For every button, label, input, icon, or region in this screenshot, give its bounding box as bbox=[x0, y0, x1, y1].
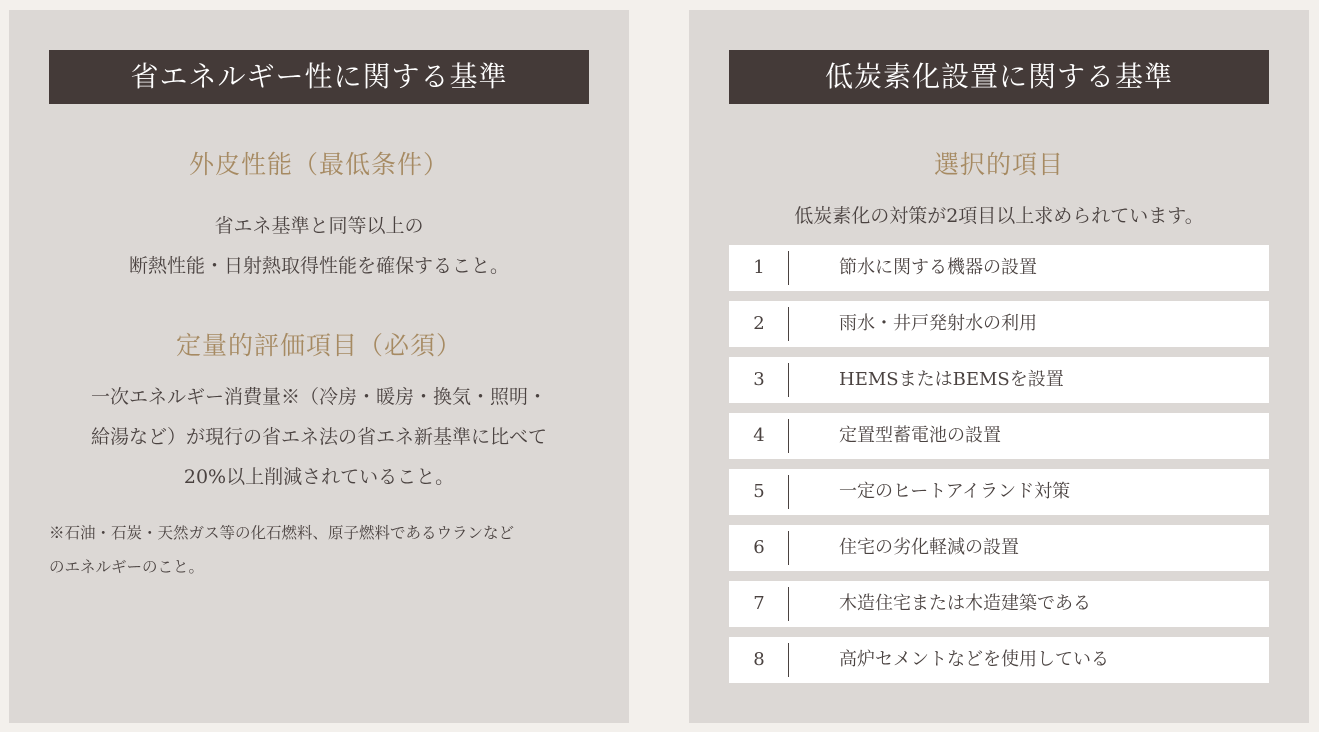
item-number: 4 bbox=[753, 425, 765, 446]
list-item bbox=[729, 357, 1269, 403]
item-divider bbox=[788, 531, 789, 565]
item-label: HEMSまたはBEMSを設置 bbox=[839, 369, 1064, 390]
item-divider bbox=[788, 307, 789, 341]
list-item bbox=[729, 245, 1269, 291]
item-number: 2 bbox=[753, 313, 765, 334]
list-item bbox=[729, 301, 1269, 347]
envelope-line-2: 断熱性能・日射熱取得性能を確保すること。 bbox=[128, 255, 509, 277]
quantitative-evaluation-text bbox=[9, 377, 629, 497]
list-item bbox=[729, 581, 1269, 627]
quantitative-line-1: 一次エネルギー消費量※（冷房・暖房・換気・照明・ bbox=[90, 386, 547, 408]
envelope-performance-text bbox=[9, 206, 629, 286]
item-divider bbox=[788, 251, 789, 285]
item-number: 8 bbox=[753, 649, 765, 670]
item-label: 住宅の劣化軽減の設置 bbox=[839, 537, 1019, 558]
item-label: 高炉セメントなどを使用している bbox=[839, 649, 1109, 670]
item-label: 節水に関する機器の設置 bbox=[839, 257, 1037, 278]
item-label: 一定のヒートアイランド対策 bbox=[839, 481, 1071, 502]
item-number: 5 bbox=[753, 481, 765, 502]
footnote-line-1: ※石油・石炭・天然ガス等の化石燃料、原子燃料であるウランなど bbox=[49, 524, 515, 542]
list-item bbox=[729, 637, 1269, 683]
list-item bbox=[729, 413, 1269, 459]
item-divider bbox=[788, 587, 789, 621]
envelope-performance-heading: 外皮性能（最低条件） bbox=[188, 150, 449, 179]
footnote-line-2: のエネルギーのこと。 bbox=[49, 558, 205, 576]
item-divider bbox=[788, 643, 789, 677]
item-divider bbox=[788, 419, 789, 453]
item-label: 定置型蓄電池の設置 bbox=[839, 425, 1001, 446]
energy-standard-header: 省エネルギー性に関する基準 bbox=[49, 50, 589, 104]
optional-items-list bbox=[729, 245, 1269, 693]
item-label: 雨水・井戸発射水の利用 bbox=[839, 313, 1037, 334]
quantitative-line-2: 給湯など）が現行の省エネ法の省エネ新基準に比べて bbox=[90, 426, 547, 448]
item-number: 3 bbox=[753, 369, 765, 390]
quantitative-evaluation-heading: 定量的評価項目（必須） bbox=[175, 331, 462, 360]
item-number: 7 bbox=[753, 593, 765, 614]
item-number: 6 bbox=[753, 537, 765, 558]
optional-items-heading: 選択的項目 bbox=[933, 150, 1064, 179]
item-divider bbox=[788, 475, 789, 509]
optional-items-intro: 低炭素化の対策が2項目以上求められています。 bbox=[794, 205, 1204, 227]
item-divider bbox=[788, 363, 789, 397]
list-item bbox=[729, 469, 1269, 515]
footnote bbox=[49, 516, 609, 584]
low-carbon-standard-header: 低炭素化設置に関する基準 bbox=[729, 50, 1269, 104]
envelope-line-1: 省エネ基準と同等以上の bbox=[214, 215, 424, 237]
item-number: 1 bbox=[753, 257, 765, 278]
energy-standard-panel bbox=[9, 10, 629, 723]
quantitative-line-3: 20%以上削減されていること。 bbox=[183, 466, 455, 488]
low-carbon-standard-panel bbox=[689, 10, 1309, 723]
list-item bbox=[729, 525, 1269, 571]
item-label: 木造住宅または木造建築である bbox=[839, 593, 1091, 614]
